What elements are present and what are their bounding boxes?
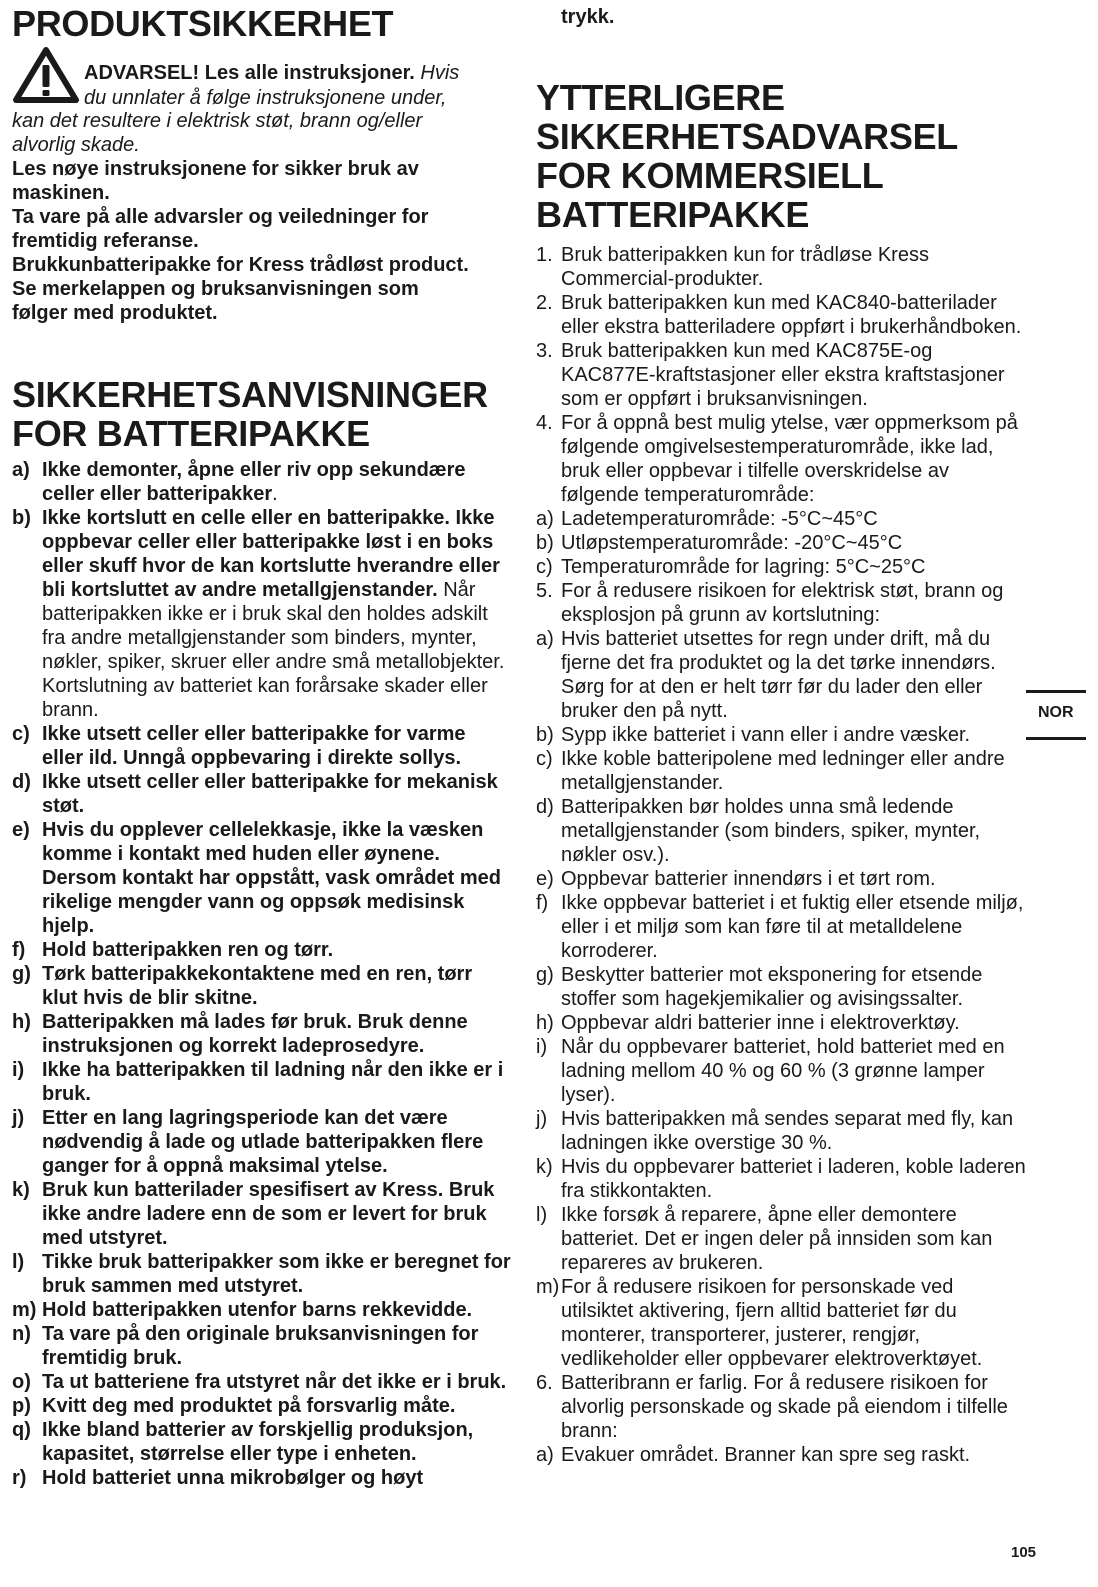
intro-line: fremtidig referanse. bbox=[12, 230, 199, 252]
sub-item-text: Temperaturområde for lagring: 5°C~25°C bbox=[561, 556, 926, 578]
list-item bbox=[12, 818, 512, 938]
list-marker: q) bbox=[12, 1419, 31, 1441]
list-item-text bbox=[12, 1418, 512, 1466]
list-item-text bbox=[12, 1466, 512, 1490]
commercial-safety-list bbox=[536, 243, 1026, 1467]
sub-item-text: Ikke koble batteripolene med ledninger eller andre metallgjenstander. bbox=[561, 748, 1005, 794]
numbered-item bbox=[536, 579, 1026, 1371]
list-item bbox=[12, 1418, 512, 1466]
section-title-line: FOR BATTERIPAKKE bbox=[12, 413, 370, 454]
section-title-commercial bbox=[536, 78, 958, 234]
list-item-text bbox=[12, 1058, 512, 1106]
intro-line: følger med produktet. bbox=[12, 302, 218, 324]
list-item-bold-text: Tørk batteripakkekontaktene med en ren, tørr klut hvis de blir skitne. bbox=[42, 963, 473, 1009]
sub-item-marker: e) bbox=[536, 868, 554, 890]
continuation-text: trykk. bbox=[561, 6, 615, 28]
warning-text-1: Hvis bbox=[420, 62, 460, 84]
list-item bbox=[12, 962, 512, 1010]
list-marker: e) bbox=[12, 819, 30, 841]
sub-item-marker: l) bbox=[536, 1204, 548, 1226]
list-marker: j) bbox=[12, 1107, 25, 1129]
intro-line: Ta vare på alle advarsler og veiledninger for bbox=[12, 206, 429, 228]
list-item-bold-text: Ikke ha batteripakken til ladning når den ikke er i bruk. bbox=[42, 1059, 504, 1105]
warning-line-1 bbox=[12, 61, 512, 86]
list-item-text bbox=[12, 770, 512, 818]
numbered-item bbox=[536, 243, 1026, 291]
intro-paragraphs bbox=[12, 157, 512, 325]
sub-item-marker: m) bbox=[536, 1276, 560, 1298]
list-item-text bbox=[12, 1106, 512, 1178]
sub-item-marker: f) bbox=[536, 892, 549, 914]
list-marker: r) bbox=[12, 1467, 27, 1489]
sub-item bbox=[536, 507, 1026, 531]
sub-item-text: For å redusere risikoen for personskade ved utilsiktet aktivering, fjern alltid batteriet før du monterer, transporterer, justerer, rengjør, vedlikeholder eller oppbevarer elektroverktøyet. bbox=[561, 1276, 983, 1370]
list-item-bold-text: Etter en lang lagringsperiode kan det være nødvendig å lade og utlade batteripakken flere ganger for å oppnå maksimal ytelse. bbox=[42, 1107, 484, 1177]
list-item bbox=[12, 1322, 512, 1370]
sub-item-text: Batteripakken bør holdes unna små ledende metallgjenstander (som binders, spiker, mynter, nøkler osv.). bbox=[561, 796, 981, 866]
sub-item bbox=[536, 795, 1026, 867]
list-item-bold-text: Ikke kortslutt en celle eller en batteripakke. Ikke oppbevar celler eller batteripakke løst i en boks eller skuff hvor de kan kortslutte hverandre eller bli kortsluttet av andre metallgjenstander. bbox=[42, 507, 500, 601]
list-item-bold-text: Ikke utsett celler eller batteripakke for mekanisk støt. bbox=[42, 771, 498, 817]
numbered-item bbox=[536, 291, 1026, 339]
list-item bbox=[12, 722, 512, 770]
sub-item-text: Utløpstemperaturområde: -20°C~45°C bbox=[561, 532, 903, 554]
sub-item-text: Oppbevar aldri batterier inne i elektroverktøy. bbox=[561, 1012, 960, 1034]
list-item-bold-text: Ikke bland batterier av forskjellig produksjon, kapasitet, størrelse eller type i enheten. bbox=[42, 1419, 474, 1465]
sub-item bbox=[536, 1443, 1026, 1467]
sub-item bbox=[536, 867, 1026, 891]
intro-line: Se merkelappen og bruksanvisningen som bbox=[12, 278, 419, 300]
section-title-line: YTTERLIGERE bbox=[536, 77, 785, 118]
sub-item-marker: b) bbox=[536, 724, 554, 746]
page-title: PRODUKTSIKKERHET bbox=[12, 3, 394, 44]
sub-item-marker: c) bbox=[536, 748, 553, 770]
list-marker: i) bbox=[12, 1059, 25, 1081]
section-title-line: SIKKERHETSANVISNINGER bbox=[12, 374, 488, 415]
list-marker: p) bbox=[12, 1395, 31, 1417]
sub-item-marker: j) bbox=[536, 1108, 548, 1130]
warning-triangle-icon bbox=[12, 46, 80, 106]
sub-item-marker: a) bbox=[536, 628, 554, 650]
page-number: 105 bbox=[1011, 1544, 1037, 1561]
sub-item-marker: h) bbox=[536, 1012, 554, 1034]
list-item-regular-text: Når batteripakken ikke er i bruk skal den holdes adskilt fra andre metallgjenstander som binders, mynter, nøkler, spiker, skruer eller andre små metallobjekter. Kortslutning av batteriet kan forårsake skader eller brann. bbox=[42, 579, 505, 721]
sub-item-text: Sypp ikke batteriet i vann eller i andre væsker. bbox=[561, 724, 971, 746]
sub-item-text: Hvis du oppbevarer batteriet i laderen, koble laderen fra stikkontakten. bbox=[561, 1156, 1026, 1202]
sub-item-marker: b) bbox=[536, 532, 554, 554]
sub-item-text: Når du oppbevarer batteriet, hold batteriet med en ladning mellom 40 % og 60 % (3 grønne lamper lyser). bbox=[561, 1036, 1005, 1106]
list-marker: d) bbox=[12, 771, 31, 793]
list-item-bold-text: Ta vare på den originale bruksanvisningen for fremtidig bruk. bbox=[42, 1323, 479, 1369]
sub-item-text: Hvis batteriet utsettes for regn under drift, må du fjerne det fra produktet og la det tørke innendørs. Sørg for at den er helt tørr før du lader den eller bruker den på nytt. bbox=[561, 628, 996, 722]
list-item-bold-text: Hold batteripakken ren og tørr. bbox=[42, 939, 334, 961]
sub-item-text: Hvis batteripakken må sendes separat med fly, kan ladningen ikke overstige 30 %. bbox=[561, 1108, 1014, 1154]
section-title-line: SIKKERHETSADVARSEL bbox=[536, 116, 958, 157]
list-item bbox=[12, 1466, 512, 1490]
sub-item bbox=[536, 1155, 1026, 1203]
numbered-marker: 3. bbox=[536, 340, 553, 362]
numbered-marker: 6. bbox=[536, 1372, 553, 1394]
sub-item bbox=[536, 1275, 1026, 1371]
list-marker: o) bbox=[12, 1371, 31, 1393]
list-marker: c) bbox=[12, 723, 30, 745]
list-item-bold-text: Ta ut batteriene fra utstyret når det ikke er i bruk. bbox=[42, 1371, 507, 1393]
list-item bbox=[12, 1178, 512, 1250]
list-item-text bbox=[12, 506, 512, 722]
language-tab bbox=[1026, 690, 1086, 740]
list-item bbox=[12, 458, 512, 506]
list-item-bold-text: Hvis du opplever cellelekkasje, ikke la væsken komme i kontakt med huden eller øynene. Dersom kontakt har oppstått, vask området med rikelige mengder vann og oppsøk medisinsk hjelp. bbox=[42, 819, 502, 937]
sub-item bbox=[536, 891, 1026, 963]
list-marker: b) bbox=[12, 507, 31, 529]
warning-text-2: du unnlater å følge instruksjonene under, bbox=[84, 86, 447, 109]
sub-item-text: Oppbevar batterier innendørs i et tørt rom. bbox=[561, 868, 936, 890]
list-item-bold-text: Hold batteriet unna mikrobølger og høyt bbox=[42, 1467, 424, 1489]
list-item bbox=[12, 506, 512, 722]
sub-item-marker: i) bbox=[536, 1036, 548, 1058]
warning-label: ADVARSEL! Les alle instruksjoner. bbox=[84, 62, 415, 84]
sub-item-text: Evakuer området. Branner kan spre seg raskt. bbox=[561, 1444, 971, 1466]
sub-item-marker: c) bbox=[536, 556, 553, 578]
list-item-bold-text: Tikke bruk batteripakker som ikke er beregnet for bruk sammen med utstyret. bbox=[42, 1251, 511, 1297]
list-item bbox=[12, 1298, 512, 1322]
list-item-text bbox=[12, 938, 512, 962]
intro-line: maskinen. bbox=[12, 182, 110, 204]
list-item bbox=[12, 1250, 512, 1298]
sub-item-text: Ikke forsøk å reparere, åpne eller demontere batteriet. Det er ingen deler på innsiden som kan repareres av brukeren. bbox=[561, 1204, 993, 1274]
numbered-item-text: Bruk batteripakken kun med KAC840-batterilader eller ekstra batteriladere oppført i brukerhåndboken. bbox=[561, 292, 1022, 338]
language-tab-label: NOR bbox=[1038, 704, 1074, 721]
sub-item-marker: d) bbox=[536, 796, 554, 818]
section-title-battery bbox=[12, 375, 488, 453]
list-item bbox=[12, 1106, 512, 1178]
sub-item bbox=[536, 963, 1026, 1011]
sub-item-marker: k) bbox=[536, 1156, 553, 1178]
list-item-text bbox=[12, 722, 512, 770]
sub-item bbox=[536, 1035, 1026, 1107]
numbered-item-text: Batteribrann er farlig. For å redusere risikoen for alvorlig personskade og skade på eiendom i tilfelle brann: bbox=[561, 1372, 1008, 1442]
list-item-bold-text: Ikke utsett celler eller batteripakke for varme eller ild. Unngå oppbevaring i direkte sollys. bbox=[42, 723, 466, 769]
numbered-item-text: Bruk batteripakken kun med KAC875E-og KAC877E-kraftstasjoner eller ekstra kraftstasjoner som er oppført i bruksanvisningen. bbox=[561, 340, 1005, 410]
list-item-bold-text: Kvitt deg med produktet på forsvarlig måte. bbox=[42, 1395, 456, 1417]
numbered-marker: 2. bbox=[536, 292, 553, 314]
list-marker: a) bbox=[12, 459, 30, 481]
sub-item bbox=[536, 627, 1026, 723]
sub-item bbox=[536, 1011, 1026, 1035]
list-item bbox=[12, 938, 512, 962]
warning-block bbox=[12, 46, 512, 157]
section-title-line: FOR KOMMERSIELL bbox=[536, 155, 884, 196]
list-item-text bbox=[12, 1178, 512, 1250]
list-item-text bbox=[12, 1010, 512, 1058]
list-item bbox=[12, 1010, 512, 1058]
list-item-text bbox=[12, 458, 512, 506]
list-item-text bbox=[12, 818, 512, 938]
list-item-text bbox=[12, 1370, 512, 1394]
list-item bbox=[12, 770, 512, 818]
list-marker: h) bbox=[12, 1011, 31, 1033]
sub-item bbox=[536, 555, 1026, 579]
sub-item bbox=[536, 531, 1026, 555]
intro-line: Les nøye instruksjonene for sikker bruk av bbox=[12, 158, 419, 180]
list-item bbox=[12, 1058, 512, 1106]
sub-item bbox=[536, 747, 1026, 795]
list-item-bold-text: Batteripakken må lades før bruk. Bruk denne instruksjonen og korrekt ladeprosedyre. bbox=[42, 1011, 468, 1057]
numbered-marker: 5. bbox=[536, 580, 553, 602]
section-title-line: BATTERIPAKKE bbox=[536, 194, 810, 235]
numbered-item-text: For å oppnå best mulig ytelse, vær oppmerksom på følgende omgivelsestemperaturområde, ikke lad, bruk eller oppbevar i tilfelle overskridelse av følgende temperaturområde: bbox=[561, 412, 1018, 506]
list-marker: g) bbox=[12, 963, 31, 985]
list-item-text bbox=[12, 1250, 512, 1298]
intro-line: Brukkunbatteripakke for Kress trådløst product. bbox=[12, 254, 469, 276]
list-item-regular-text: . bbox=[272, 483, 278, 505]
list-item-text bbox=[12, 962, 512, 1010]
list-marker: l) bbox=[12, 1251, 25, 1273]
warning-text-4: alvorlig skade. bbox=[12, 133, 140, 156]
list-item-text bbox=[12, 1394, 512, 1418]
list-marker: m) bbox=[12, 1299, 37, 1321]
list-item-bold-text: Hold batteripakken utenfor barns rekkevidde. bbox=[42, 1299, 473, 1321]
sub-item-text: Beskytter batterier mot eksponering for etsende stoffer som hagekjemikalier og avisingssalter. bbox=[561, 964, 983, 1010]
numbered-item-text: Bruk batteripakken kun for trådløse Kress Commercial-produkter. bbox=[561, 244, 929, 290]
list-marker: k) bbox=[12, 1179, 30, 1201]
numbered-item bbox=[536, 411, 1026, 579]
sub-item-marker: a) bbox=[536, 1444, 554, 1466]
sub-item-text: Ikke oppbevar batteriet i et fuktig eller etsende miljø, eller i et miljø som kan føre til at metalldelene korroderer. bbox=[561, 892, 1024, 962]
sub-item bbox=[536, 1203, 1026, 1275]
numbered-item bbox=[536, 339, 1026, 411]
sub-item bbox=[536, 1107, 1026, 1155]
list-item-bold-text: Bruk kun batterilader spesifisert av Kress. Bruk ikke andre ladere enn de som er levert for bruk med utstyret. bbox=[42, 1179, 495, 1249]
battery-safety-list bbox=[12, 458, 512, 1490]
list-item bbox=[12, 1394, 512, 1418]
sub-item-marker: g) bbox=[536, 964, 554, 986]
numbered-item bbox=[536, 1371, 1026, 1467]
list-marker: n) bbox=[12, 1323, 31, 1345]
sub-item-marker: a) bbox=[536, 508, 554, 530]
list-item-text bbox=[12, 1322, 512, 1370]
list-item-bold-text: Ikke demonter, åpne eller riv opp sekundære celler eller batteripakker bbox=[42, 459, 466, 505]
sub-item bbox=[536, 723, 1026, 747]
numbered-item-text: For å redusere risikoen for elektrisk støt, brann og eksplosjon på grunn av kortslutning: bbox=[561, 580, 1004, 626]
list-item-text bbox=[12, 1298, 512, 1322]
warning-text-3: kan det resultere i elektrisk støt, brann og/eller bbox=[12, 110, 423, 132]
list-marker: f) bbox=[12, 939, 26, 961]
numbered-marker: 1. bbox=[536, 244, 553, 266]
list-item bbox=[12, 1370, 512, 1394]
numbered-marker: 4. bbox=[536, 412, 553, 434]
sub-item-text: Ladetemperaturområde: -5°C~45°C bbox=[561, 508, 878, 530]
